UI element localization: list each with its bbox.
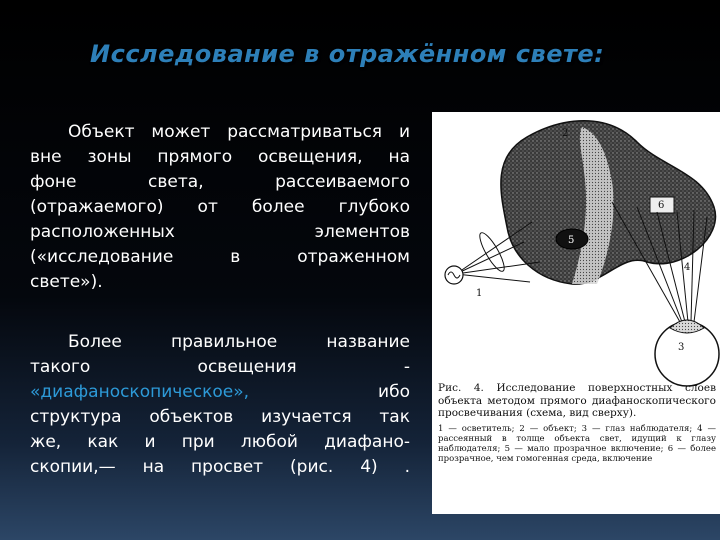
- paragraph-2-line-3: [30, 380, 410, 405]
- paragraph-1-line: расположенных элементов: [30, 222, 410, 242]
- paragraph-2-line: Более правильное название: [68, 332, 410, 352]
- label-6: 6: [658, 200, 665, 211]
- paragraph-1-line: (отражаемого) от более глубоко: [30, 197, 410, 217]
- label-4: 4: [684, 262, 691, 273]
- paragraph-2-line: же, как и при любой диафано-: [30, 432, 410, 452]
- paragraph-2: [30, 330, 410, 480]
- paragraph-2-line: структура объектов изучается так: [30, 407, 410, 427]
- slide-title: Исследование в отражённом свете:: [90, 40, 605, 68]
- paragraph-1-line: («исследование в отраженном: [30, 247, 410, 267]
- highlight-term: «диафаноскопическое»,: [30, 382, 250, 402]
- paragraph-1-line: фоне света, рассеиваемого: [30, 172, 410, 192]
- label-2: 2: [562, 128, 569, 139]
- paragraph-1-line: Объект может рассматриваться и: [68, 122, 410, 142]
- label-1: 1: [476, 288, 483, 299]
- paragraph-2-line: скопии,— на просвет (рис. 4) .: [30, 457, 410, 477]
- figure-caption: Рис. 4. Исследование поверхностных слоев объекта методом прямого диафаноскопического просвечивания (схема, вид сверху).: [438, 382, 716, 419]
- paragraph-1-line: свете»).: [30, 272, 103, 292]
- figure-caption-block: [438, 382, 716, 464]
- paragraph-2-line: такого освещения -: [30, 357, 410, 377]
- label-5: 5: [568, 235, 575, 246]
- figure-legend: 1 — осветитель; 2 — объект; 3 — глаз наблюдателя; 4 — рассеянный в толще объекта свет, идущий к глазу наблюдателя; 5 — мало прозрачное включение; 6 — более прозрачное, чем гомогенная среда, включение: [438, 423, 716, 464]
- paragraph-2-line-3-rest: ибо: [249, 382, 410, 402]
- paragraph-1: [30, 120, 410, 295]
- figure-illustration: [432, 112, 720, 514]
- paragraph-1-line: вне зоны прямого освещения, на: [30, 147, 410, 167]
- label-3: 3: [678, 342, 685, 353]
